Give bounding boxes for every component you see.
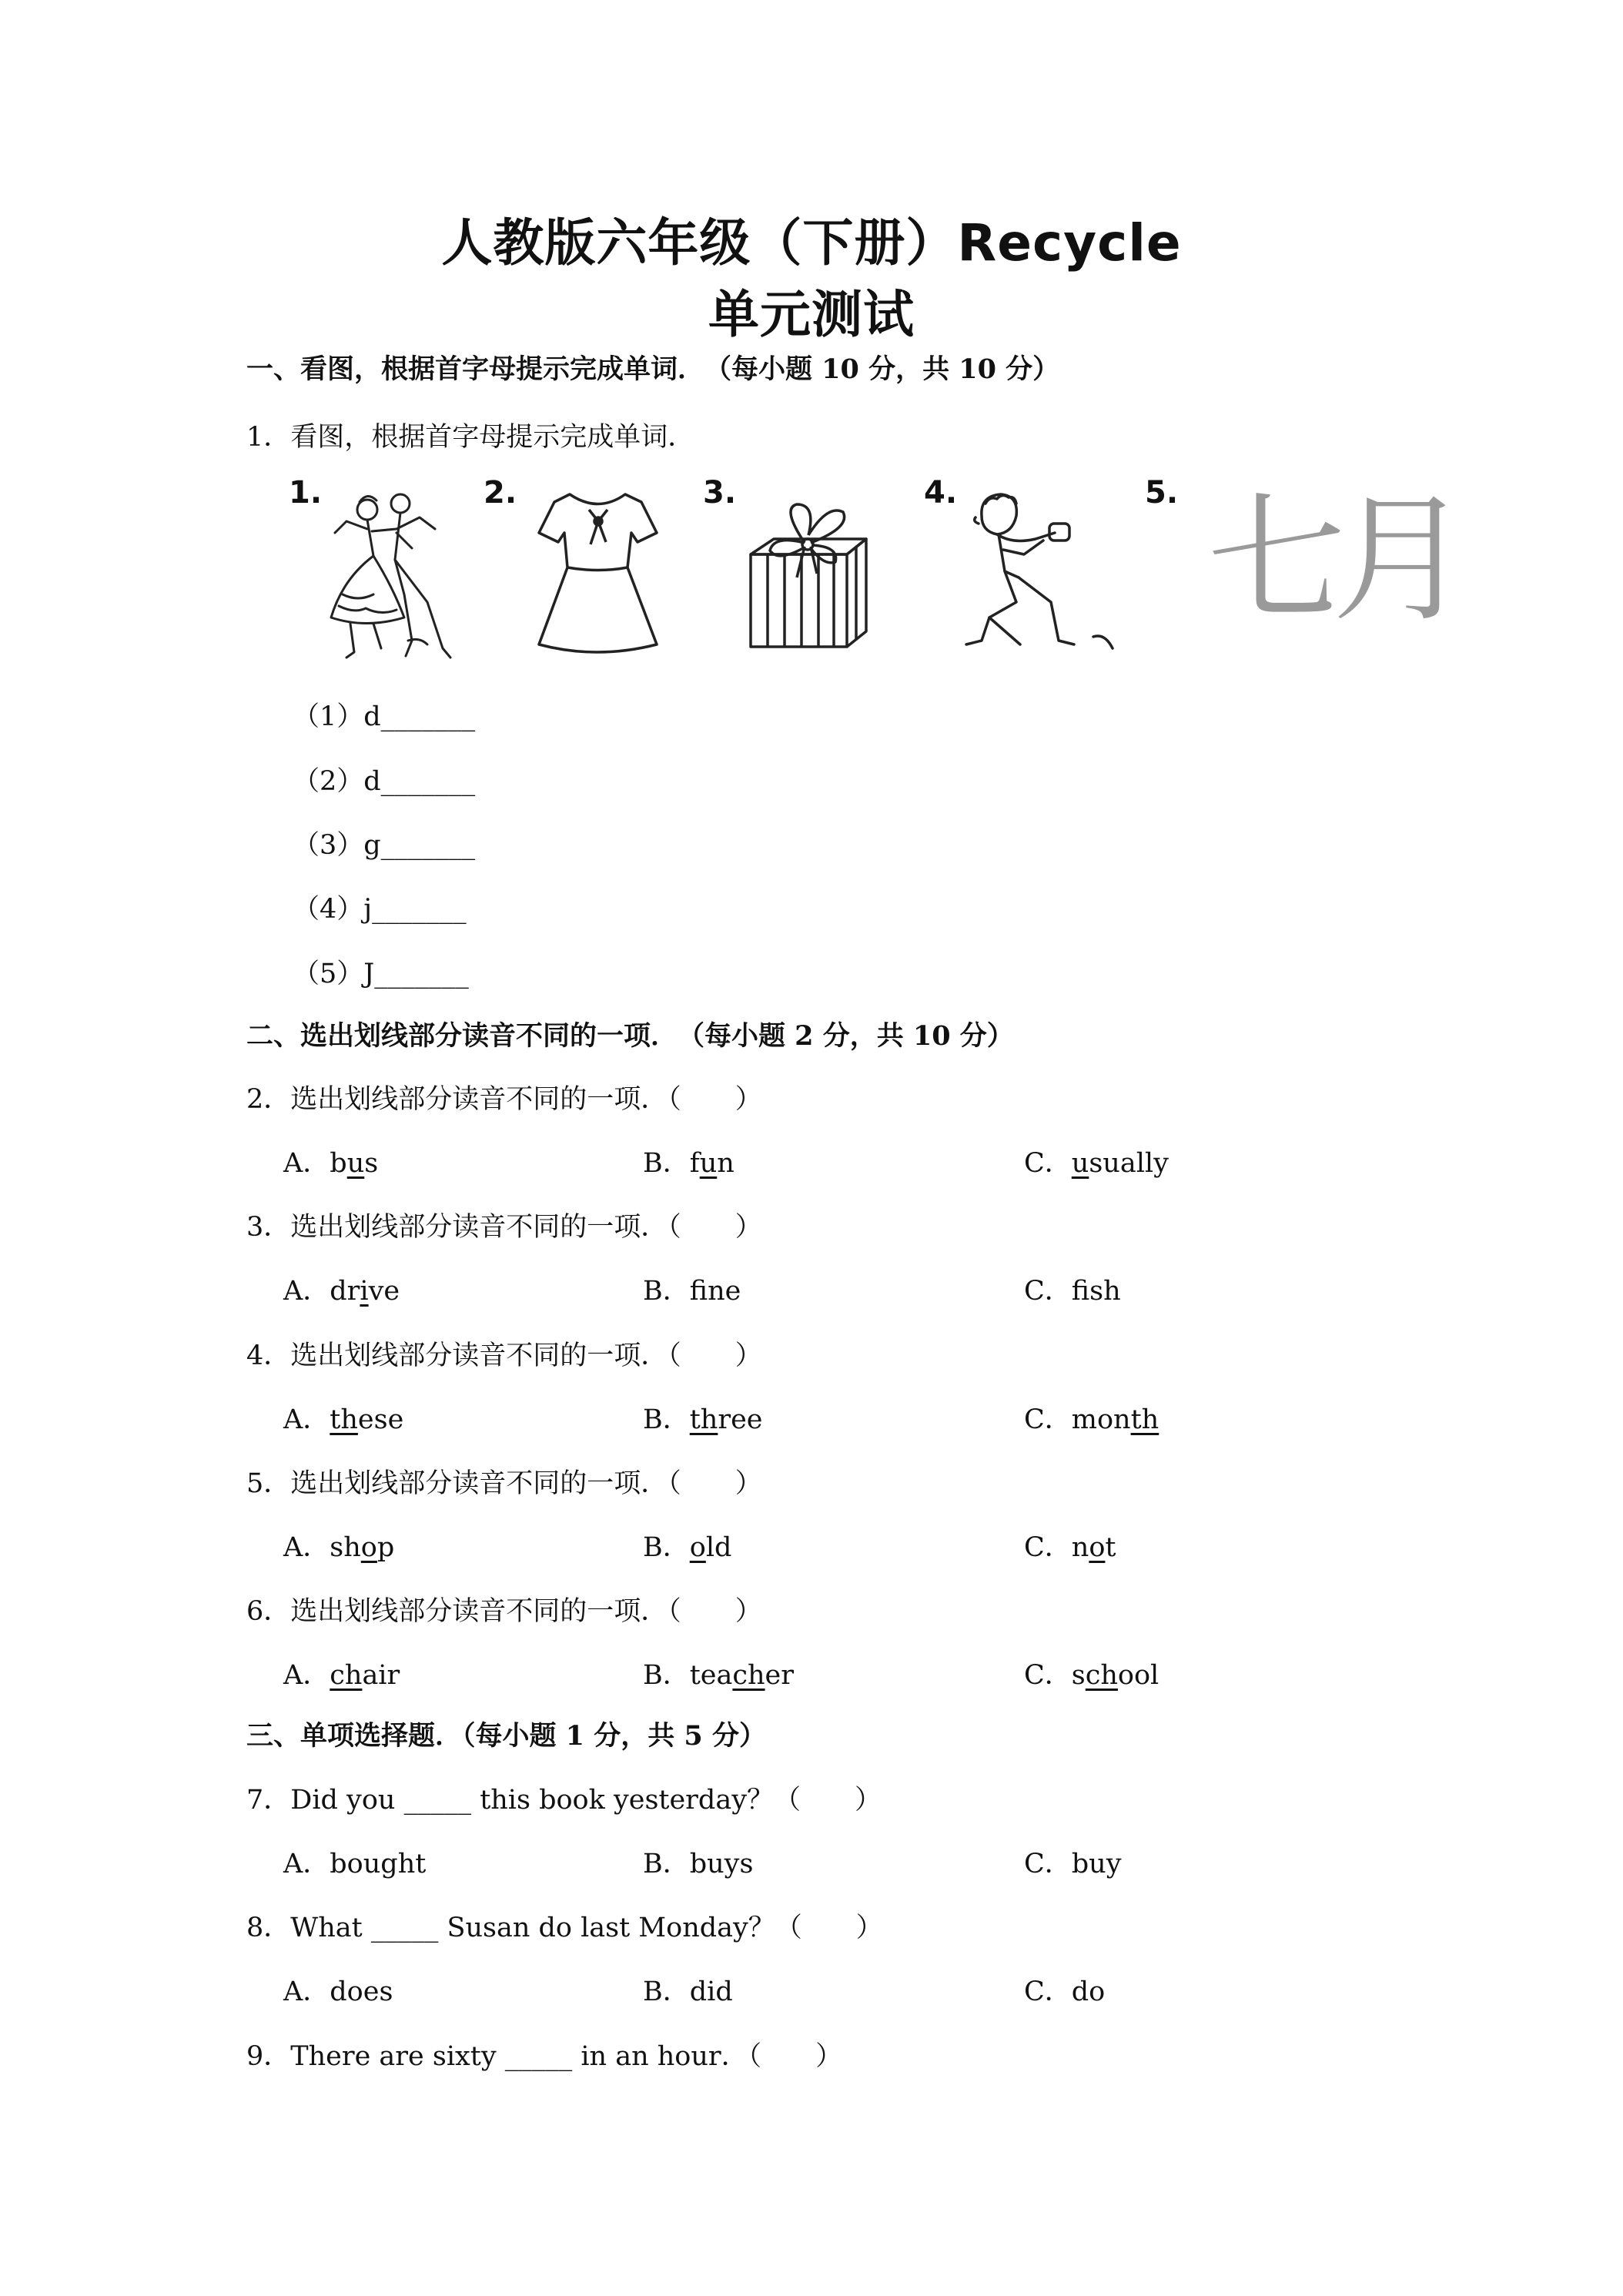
option-word-part: b	[330, 1148, 347, 1179]
question-6-stem: 6．选出划线部分读音不同的一项．（ ）	[246, 1596, 762, 1627]
option-word-part: sh	[1089, 1276, 1121, 1307]
option-letter: A．	[283, 1532, 330, 1563]
question-7-option-c[interactable]: C．buy	[1024, 1849, 1122, 1879]
question-4-stem: 4．选出划线部分读音不同的一项．（ ）	[246, 1340, 762, 1371]
question-3-option-b[interactable]	[643, 1270, 741, 1308]
blank-2[interactable]: （2）d_______	[293, 766, 476, 797]
underlined-letters: o	[1089, 1532, 1106, 1563]
option-word-part: ve	[368, 1276, 400, 1307]
blank-5[interactable]: （5）J_______	[293, 959, 469, 989]
july-character-icon: 七月	[1207, 480, 1457, 641]
question-4-option-b[interactable]	[643, 1398, 763, 1437]
option-word-part: mon	[1071, 1404, 1131, 1435]
underlined-letters: u	[1071, 1148, 1089, 1179]
underlined-letters: i	[360, 1276, 369, 1307]
option-word-part: tea	[689, 1660, 733, 1691]
question-7-option-b[interactable]: B．buys	[643, 1849, 754, 1879]
option-letter: B．	[643, 1276, 690, 1307]
underlined-letters: ch	[1085, 1660, 1118, 1691]
jumping-boy-icon	[959, 487, 1124, 656]
option-letter: A．	[283, 1276, 330, 1307]
page-title: 人教版六年级（下册）Recycle	[441, 213, 1182, 273]
option-word-part: sually	[1089, 1148, 1169, 1179]
option-word-part: n	[1071, 1532, 1089, 1563]
underlined-letters: o	[689, 1532, 706, 1563]
question-5-option-b[interactable]	[643, 1526, 731, 1565]
question-5-stem: 5．选出划线部分读音不同的一项．（ ）	[246, 1468, 762, 1499]
option-word-part: dr	[330, 1276, 360, 1307]
question-4-option-c[interactable]	[1024, 1398, 1159, 1437]
option-word-part: n	[717, 1148, 735, 1179]
question-8-option-b[interactable]: B．did	[643, 1976, 733, 2007]
option-word-part: t	[1105, 1532, 1116, 1563]
question-6-option-a[interactable]	[283, 1654, 400, 1692]
picture-number-3: 3.	[703, 475, 737, 510]
option-word-part: f	[689, 1148, 700, 1179]
question-7-option-a[interactable]: A．bought	[283, 1849, 427, 1879]
option-word-part: air	[362, 1660, 400, 1691]
question-2-stem: 2．选出划线部分读音不同的一项．（ ）	[246, 1084, 762, 1115]
picture-number-5: 5.	[1145, 475, 1179, 510]
option-word-part: ree	[718, 1404, 763, 1435]
picture-number-1: 1.	[289, 475, 323, 510]
question-7-stem: 7．Did you _____ this book yesterday？（ ）	[246, 1785, 882, 1816]
question-4-option-a[interactable]	[283, 1398, 403, 1437]
option-letter: C．	[1024, 1276, 1072, 1307]
question-3-stem: 3．选出划线部分读音不同的一项．（ ）	[246, 1212, 762, 1243]
option-letter: C．	[1024, 1148, 1072, 1179]
option-letter: C．	[1024, 1660, 1072, 1691]
question-2-option-a[interactable]	[283, 1142, 378, 1180]
dress-icon	[527, 487, 666, 660]
question-5-option-c[interactable]	[1024, 1526, 1116, 1565]
page-subtitle: 单元测试	[708, 285, 915, 344]
question-6-option-b[interactable]	[643, 1654, 794, 1692]
option-word-part: s	[364, 1148, 379, 1179]
blank-1[interactable]: （1）d_______	[293, 701, 476, 732]
underlined-letters: ch	[732, 1660, 765, 1691]
section-2-heading: 二、选出划线部分读音不同的一项． （每小题 2 分，共 10 分）	[246, 1020, 1014, 1052]
option-word-part: sh	[330, 1532, 361, 1563]
option-letter: B．	[643, 1404, 690, 1435]
question-8-option-c[interactable]: C．do	[1024, 1976, 1106, 2007]
gift-box-icon	[743, 500, 874, 654]
question-6-option-c[interactable]	[1024, 1654, 1159, 1692]
underlined-letters: ch	[330, 1660, 363, 1691]
option-word-part: ese	[357, 1404, 404, 1435]
option-word-part: ne	[708, 1276, 741, 1307]
question-8-stem: 8．What _____ Susan do last Monday？（ ）	[246, 1913, 883, 1943]
question-5-option-a[interactable]	[283, 1526, 394, 1565]
option-letter: B．	[643, 1148, 690, 1179]
underlined-letters: o	[360, 1532, 377, 1563]
section-1-heading: 一、看图，根据首字母提示完成单词． （每小题 10 分，共 10 分）	[246, 353, 1060, 385]
question-9-stem: 9．There are sixty _____ in an hour．（ ）	[246, 2041, 843, 2072]
option-word-part: ool	[1117, 1660, 1160, 1691]
picture-number-2: 2.	[484, 475, 517, 510]
blank-3[interactable]: （3）g_______	[293, 830, 476, 861]
question-1-stem: 1．看图，根据首字母提示完成单词．	[246, 422, 695, 453]
blank-4[interactable]: （4）j_______	[293, 894, 467, 925]
question-3-option-c[interactable]	[1024, 1270, 1121, 1308]
option-letter: B．	[643, 1532, 690, 1563]
question-2-option-b[interactable]	[643, 1142, 735, 1180]
underlined-letters: th	[330, 1404, 358, 1435]
option-letter: A．	[283, 1404, 330, 1435]
question-2-option-c[interactable]	[1024, 1142, 1169, 1180]
question-3-option-a[interactable]	[283, 1270, 400, 1308]
option-letter: C．	[1024, 1532, 1072, 1563]
option-word-part: s	[1071, 1660, 1086, 1691]
section-3-heading: 三、单项选择题．（每小题 1 分，共 5 分）	[246, 1720, 766, 1752]
option-word-part: ld	[705, 1532, 732, 1563]
underlined-letters: th	[689, 1404, 718, 1435]
question-8-option-a[interactable]: A．does	[283, 1976, 393, 2007]
picture-number-4: 4.	[924, 475, 958, 510]
option-letter: A．	[283, 1660, 330, 1691]
option-word-part: f	[689, 1276, 708, 1307]
option-word-part: f	[1071, 1276, 1090, 1307]
option-letter: B．	[643, 1660, 690, 1691]
option-word-part: p	[376, 1532, 395, 1563]
option-letter: A．	[283, 1148, 330, 1179]
underlined-letters: u	[346, 1148, 365, 1179]
option-word-part: er	[765, 1660, 794, 1691]
underlined-letters: u	[699, 1148, 718, 1179]
underlined-letters: th	[1130, 1404, 1160, 1435]
option-letter: C．	[1024, 1404, 1072, 1435]
dancing-couple-icon	[320, 487, 458, 664]
